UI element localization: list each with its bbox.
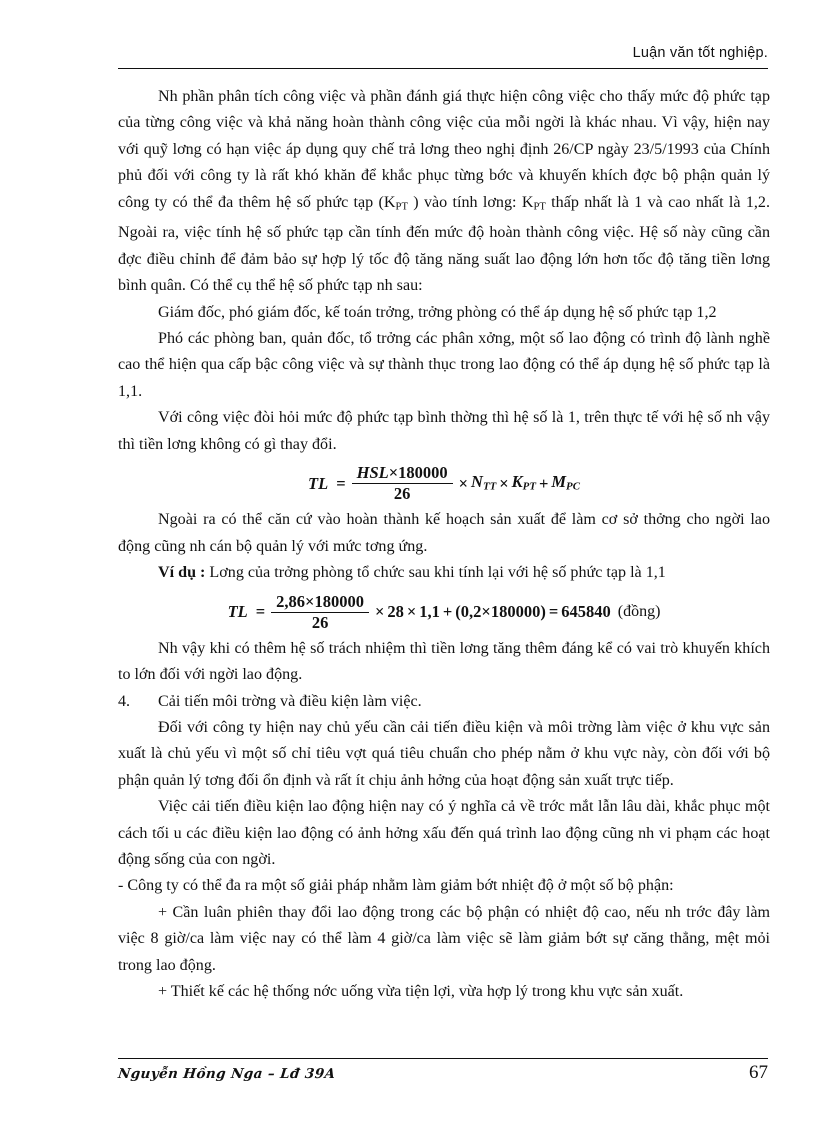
page-number: 67 bbox=[749, 1062, 768, 1083]
formula2-factor-2: 1,1 bbox=[419, 602, 440, 622]
section-title: Cải tiến môi trờng và điều kiện làm việc. bbox=[158, 692, 422, 710]
formula2-denominator: 26 bbox=[311, 612, 329, 632]
formula1-numerator-times: × bbox=[388, 463, 399, 483]
example-label: Ví dụ : bbox=[158, 564, 206, 582]
author-signature: Nguyễn Hồng Nga – Lđ 39A bbox=[117, 1066, 337, 1082]
formula2-numerator bbox=[271, 593, 369, 612]
formula2-factor-1: 28 bbox=[387, 602, 404, 622]
formula2-fraction bbox=[271, 593, 369, 632]
paragraph-9: Việc cải tiến điều kiện lao động hiện nay có ý nghĩa cả về trớc mắt lẫn lâu dài, khắc phục một cách tối u các điều kiện lao động có ảnh hởng xấu đến quá trình lao động cũng nh vi phạm các hoạt động sống của con ngời. bbox=[118, 798, 770, 869]
paragraph-12: + Thiết kế các hệ thống nớc uống vừa tiện lợi, vừa hợp lý trong khu vực sản xuất. bbox=[158, 983, 684, 1001]
section-heading-4 bbox=[118, 689, 770, 715]
formula2-equals: = bbox=[255, 602, 266, 622]
formula1-lhs: TL bbox=[308, 473, 329, 493]
kpt-subscript-2: PT bbox=[533, 200, 546, 212]
paragraph-1 bbox=[118, 84, 770, 300]
formula2-result: 645840 bbox=[561, 602, 611, 622]
document-body bbox=[118, 84, 770, 1005]
paragraph-1-text-c: thấp nhất là 1 và cao nhất là 1,2. Ngoài ra, việc tính hệ số phức tạp cần tính đến mức độ hoàn thành công việc. Hệ số này cũng cần đợc điều chỉnh để đảm bảo sự hợp lý tốc độ tăng năng suất lao động lớn hơn tốc độ tăng tiền lơng bình quân. Có thể cụ thể hệ số phức tạp nh sau: bbox=[118, 193, 770, 295]
formula1-fraction bbox=[352, 464, 453, 503]
formula1-term-kpt-base: K bbox=[511, 472, 523, 492]
paragraph-11: + Cần luân phiên thay đổi lao động trong các bộ phận có nhiệt độ cao, nếu nh trớc đây làm việc 8 giờ/ca làm việc nay có thể làm 4 giờ/ca làm việc sẽ làm giảm bớt sự căng thẳng, mệt mỏi trong lao động. bbox=[118, 903, 770, 974]
formula1-equals: = bbox=[336, 473, 346, 493]
formula1-term-mpc-base: M bbox=[551, 472, 567, 492]
paragraph-4: Với công việc đòi hỏi mức độ phức tạp bình thờng thì hệ số là 1, trên thực tế với hệ số nh vậy thì tiền lơng không có gì thay đổi. bbox=[118, 409, 770, 453]
formula1-plus: + bbox=[538, 473, 549, 493]
paragraph-2: Giám đốc, phó giám đốc, kế toán trởng, trởng phòng có thể áp dụng hệ số phức tạp 1,2 bbox=[158, 303, 717, 321]
formula1-term-mpc bbox=[551, 473, 580, 493]
formula2-plus: + bbox=[442, 602, 453, 622]
formula2-numerator-a: 2,86 bbox=[276, 591, 306, 611]
formula1-times-2: × bbox=[499, 473, 509, 493]
formula1-times-1: × bbox=[458, 473, 469, 493]
formula-salary-example bbox=[118, 593, 770, 632]
formula2-unit: (đồng) bbox=[617, 603, 661, 621]
formula2-numerator-b: 180000 bbox=[314, 591, 364, 611]
formula1-term-mpc-sub: PC bbox=[566, 480, 580, 493]
paragraph-10: - Công ty có thể đa ra một số giải pháp nhằm làm giảm bớt nhiệt độ ở một số bộ phận: bbox=[118, 877, 674, 895]
header-divider bbox=[118, 68, 768, 69]
paragraph-8: Đối với công ty hiện nay chủ yếu cần cải tiến điều kiện và môi trờng làm việc ở khu vực sản xuất là chủ yếu vì một số chỉ tiêu vợt quá tiêu chuẩn cho phép nằm ở khu vực này, còn đối với bộ phận quản lý tơng đối ổn định và rất ít chịu ảnh hởng của hoạt động sản xuất trực tiếp. bbox=[118, 719, 770, 789]
paragraph-1-text-a: Nh phần phân tích công việc và phần đánh giá thực hiện công việc cho thấy mức độ phức tạp của từng công việc và khả năng hoàn thành công việc của mỗi ngời là khác nhau. Vì vậy, hiện nay với quỹ lơng có hạn việc áp dụng quy chế trả lơng theo nghị định 26/CP ngày 23/5/1993 của Chính phủ đối với công ty là rất khó khăn để khắc phục từng bớc và khuyến khích đợc bộ phận quản lý công ty có thể đa thêm hệ số phức tạp (K bbox=[118, 88, 770, 211]
formula1-numerator bbox=[352, 464, 453, 483]
formula-salary-general bbox=[118, 464, 770, 503]
page-footer bbox=[118, 1062, 768, 1084]
section-number: 4. bbox=[118, 692, 131, 710]
formula1-term-ntt-sub: TT bbox=[482, 480, 497, 493]
formula1-numerator-a: HSL bbox=[356, 463, 389, 483]
formula1-numerator-b: 180000 bbox=[398, 463, 448, 483]
paragraph-6-text: Lơng của trởng phòng tổ chức sau khi tính lại với hệ số phức tạp là 1,1 bbox=[205, 564, 666, 582]
formula2-times-2: × bbox=[406, 602, 417, 622]
formula2-equals-2: = bbox=[548, 602, 559, 622]
formula1-denominator: 26 bbox=[393, 484, 411, 504]
formula1-term-kpt bbox=[512, 473, 536, 493]
formula2-lhs: TL bbox=[227, 602, 248, 622]
formula2-group: (0,2×180000) bbox=[455, 602, 546, 622]
formula2-numerator-times: × bbox=[305, 591, 315, 611]
paragraph-6 bbox=[118, 560, 770, 586]
footer-divider bbox=[118, 1058, 768, 1059]
formula1-term-kpt-sub: PT bbox=[522, 480, 536, 493]
paragraph-7: Nh vậy khi có thêm hệ số trách nhiệm thì tiền lơng tăng thêm đáng kể có vai trò khuyến khích to lớn đối với ngời lao động. bbox=[118, 639, 770, 684]
formula1-term-ntt-base: N bbox=[471, 472, 483, 492]
formula2-times-1: × bbox=[374, 602, 385, 622]
formula1-term-ntt bbox=[471, 473, 496, 493]
header-title: Luận văn tốt nghiệp. bbox=[632, 45, 768, 61]
paragraph-5: Ngoài ra có thể căn cứ vào hoàn thành kế hoạch sản xuất để làm cơ sở thởng cho ngời lao động cũng nh cán bộ quản lý với mức tơng ứng. bbox=[118, 511, 770, 555]
page-header bbox=[118, 44, 768, 62]
kpt-subscript-1: PT bbox=[395, 200, 408, 212]
paragraph-3: Phó các phòng ban, quản đốc, tổ trởng các phân xởng, một số lao động có trình độ lành nghề cao thể hiện qua cấp bậc công việc và sự thành thục trong lao động có thể áp dụng hệ số phức tạp là 1,1. bbox=[118, 329, 770, 400]
paragraph-1-text-b: ) vào tính lơng: K bbox=[407, 193, 534, 211]
